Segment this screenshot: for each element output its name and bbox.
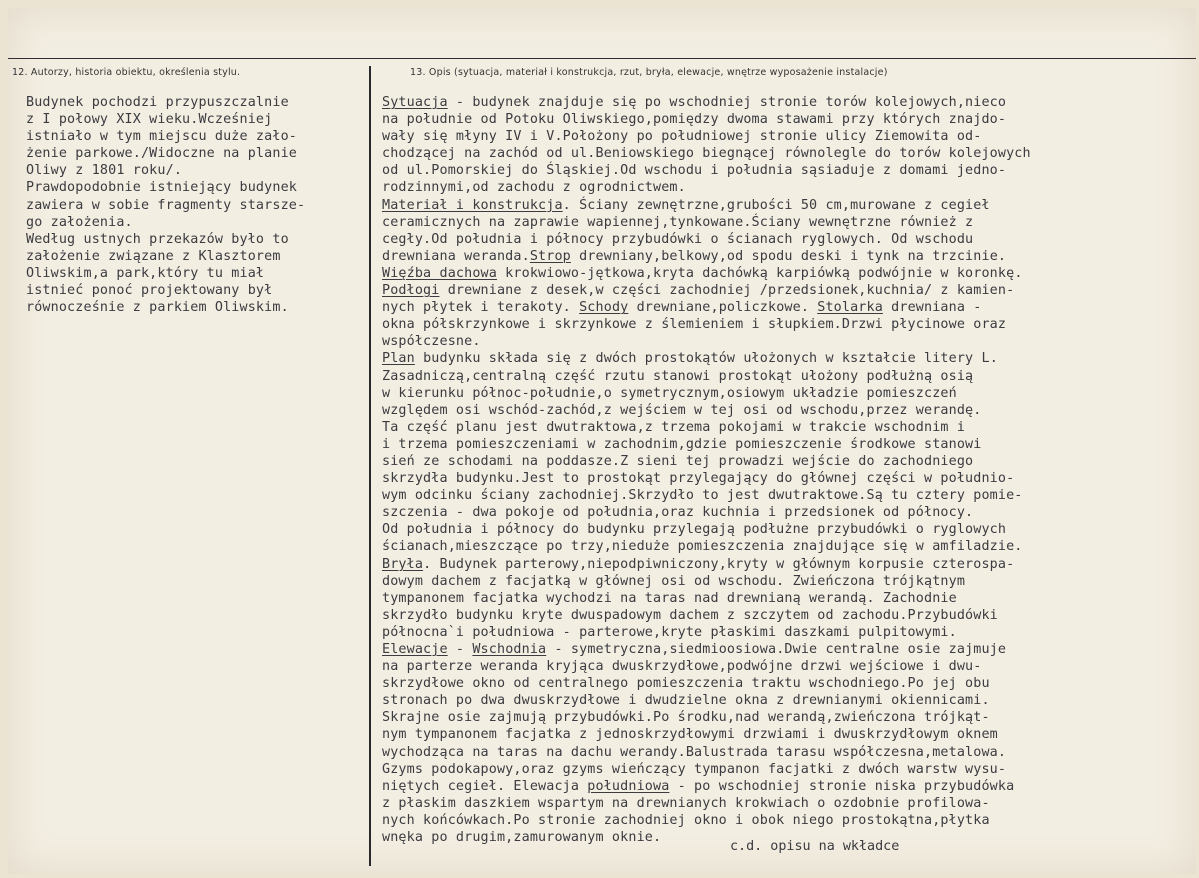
section-12-header: 12. Autorzy, historia obiektu, określenia stylu. — [12, 67, 241, 78]
line-text: dowym dachem z facjatką w głównej osi od wschodu. Zwieńczona trójkątnym — [382, 573, 966, 589]
text-line — [382, 761, 1031, 778]
text-line — [382, 385, 1031, 402]
section-keyword: Strop — [529, 248, 571, 264]
line-text: skrzydło budynku kryte dwuspadowym dachem z szczytem od zachodu.Przybudówki — [382, 607, 998, 623]
line-text: chodzącej na zachód od ul.Beniowskiego biegnącej równolegle do torów kolejowych — [382, 146, 1031, 162]
line-text: . Budynek parterowy,niepodpiwniczony,kryty w głównym korpusie czterospa- — [423, 556, 1015, 572]
text-line — [382, 658, 1031, 675]
text-line — [382, 795, 1031, 812]
line-text: sień ze schodami na poddasze.Z sieni tej prowadzi wejście do zachodniego — [382, 453, 974, 469]
line-text: rodzinnymi,od zachodu z ogrodnictwem. — [382, 180, 686, 196]
text-line — [382, 624, 1031, 641]
form-top-rule — [8, 58, 1196, 59]
history-text-column — [26, 94, 305, 316]
line-text: nych końcówkach.Po stronie zachodniej okno i obok niego prostokątna,płytka — [382, 812, 990, 828]
text-line: istnieć ponoć projektowany był — [26, 283, 273, 299]
section-keyword: Sytuacja — [382, 95, 448, 110]
text-line: go założenia. — [26, 214, 133, 230]
section-keyword: Plan — [382, 351, 415, 367]
line-text: drewniane,policzkowe. — [628, 300, 818, 316]
line-text: Gzyms podokapowy,oraz gzyms wieńczący tympanon facjatki z dwóch warstw wysu- — [382, 761, 1007, 777]
line-text: wychodząca na taras na dachu werandy.Balustrada tarasu współczesna,metalowa. — [382, 744, 1007, 760]
text-line — [382, 436, 1031, 453]
line-text: szczenia - dwa pokoje od południa,oraz kuchnia i przedsionek od północy. — [382, 505, 974, 521]
line-text: względem osi wschód-zachód,z wejściem w tej osi od wschodu,przez werandę. — [382, 402, 982, 418]
text-line: Budynek pochodzi przypuszczalnie — [26, 95, 289, 110]
section-keyword: Więźba dachowa — [382, 265, 497, 281]
line-text: tympanonem facjatka wychodzi na taras nad drewnianą werandą. Zachodnie — [382, 590, 957, 606]
line-text: - symetryczna,siedmioosiowa.Dwie centralne osie zajmuje — [546, 642, 1007, 657]
text-line — [382, 453, 1031, 470]
text-line: z I połowy XIX wieku.Wcześniej — [26, 112, 273, 128]
line-text: drewniana weranda. — [382, 248, 530, 264]
text-line — [382, 744, 1031, 761]
line-text: drewniane z desek,w części zachodniej /przedsionek,kuchnia/ z kamien- — [439, 283, 1015, 299]
line-text: wały się młyny IV i V.Położony po południowej stronie ulicy Ziemowita od- — [382, 129, 982, 145]
line-text: drewniany,belkowy,od spodu deski i tynk na trzcinie. — [570, 248, 1007, 264]
text-line — [382, 197, 1031, 214]
line-text: - po wschodniej stronie niska przybudówka — [669, 778, 1015, 794]
text-line — [382, 709, 1031, 726]
line-text: - — [447, 642, 473, 657]
text-line: Oliwskim,a park,który tu miał — [26, 265, 265, 281]
text-line — [382, 111, 1031, 128]
line-text: skrzydłowe okno od centralnego pomieszczenia traktu wschodniego.Po jej obu — [382, 676, 990, 692]
line-text: - budynek znajduje się po wschodniej stronie torów kolejowych,nieco — [447, 95, 1007, 110]
text-line — [382, 299, 1031, 316]
text-line: Oliwy z 1801 roku/. — [26, 163, 183, 179]
text-line — [382, 812, 1031, 829]
section-13-header: 13. Opis (sytuacja, materiał i konstrukcja, rzut, bryła, elewacje, wnętrze wyposażenie instalacje) — [410, 67, 888, 78]
line-text: stronach po dwa dwuskrzydłowe i dwudzielne okna z drewnianymi okiennicami. — [382, 693, 990, 709]
text-line — [382, 607, 1031, 624]
section-keyword: Materiał i konstrukcja — [382, 197, 563, 213]
line-text: północna`i południowa - parterowe,kryte płaskimi daszkami pulpitowymi. — [382, 624, 957, 640]
text-line — [382, 641, 1031, 658]
line-text: z płaskim daszkiem wspartym na drewnianych krokwiach o ozdobnie profilowa- — [382, 795, 990, 811]
text-line — [382, 470, 1031, 487]
section-keyword: południowa — [587, 778, 670, 794]
text-line — [382, 282, 1031, 299]
text-line — [382, 521, 1031, 538]
line-text: Zasadniczą,centralną część rzutu stanowi prostokąt ułożony podłużną osią — [382, 368, 974, 384]
text-line — [382, 179, 1031, 196]
line-text: na parterze weranda kryjąca dwuskrzydłowe,podwójne drzwi wejściowe i dwu- — [382, 659, 982, 675]
text-line — [382, 265, 1031, 282]
line-text: okna półskrzynkowe i skrzynkowe z ślemieniem i słupkiem.Drzwi płycinowe oraz — [382, 317, 1007, 333]
line-text: cegły.Od południa i północy przybudówki o ścianach ryglowych. Od wschodu — [382, 231, 974, 247]
line-text: na południe od Potoku Oliwskiego,pomiędzy dwoma stawami przy których znajdo- — [382, 112, 1007, 128]
continuation-note: c.d. opisu na wkładce — [730, 839, 900, 854]
section-keyword: Wschodnia — [472, 642, 547, 657]
text-line: istniało w tym miejscu duże zało- — [26, 129, 297, 145]
text-line — [382, 726, 1031, 743]
section-keyword: Podłogi — [382, 283, 440, 299]
section-keyword: Bryła — [382, 556, 424, 572]
line-text: ścianach,mieszczące po trzy,nieduże pomieszczenia znajdujące się w amfiladzie. — [382, 539, 1023, 555]
text-line — [382, 487, 1031, 504]
text-line — [382, 94, 1031, 111]
line-text: współczesne. — [382, 334, 481, 350]
text-line — [382, 248, 1031, 265]
column-divider — [369, 66, 371, 866]
text-line — [382, 162, 1031, 179]
line-text: od ul.Pomorskiej do Śląskiej.Od wschodu i południa sąsiaduje z domami jedno- — [382, 163, 1007, 179]
line-text: i trzema pomieszczeniami w zachodnim,gdzie pomieszczenie środkowe stanowi — [382, 436, 982, 452]
text-line — [382, 675, 1031, 692]
text-line — [382, 538, 1031, 555]
text-line — [382, 419, 1031, 436]
line-text: skrzydła budynku.Jest to prostokąt przylegający do głównej części w południo- — [382, 471, 1015, 487]
line-text: Od południa i północy do budynku przylegają podłużne przybudówki o ryglowych — [382, 522, 1007, 538]
text-line — [382, 145, 1031, 162]
text-line: zawiera w sobie fragmenty starsze- — [26, 197, 306, 213]
text-line — [382, 504, 1031, 521]
text-line — [382, 231, 1031, 248]
line-text: Ta część planu jest dwutraktowa,z trzema pokojami w trakcie wschodnim i — [382, 419, 966, 435]
line-text: krokwiowo-jętkowa,kryta dachówką karpiówką podwójnie w koronkę. — [496, 265, 1023, 281]
text-line: żenie parkowe./Widoczne na planie — [26, 146, 297, 162]
line-text: ceramicznych na zaprawie wapiennej,tynkowane.Ściany wewnętrzne również z — [382, 214, 974, 230]
text-line — [382, 333, 1031, 350]
line-text: w kierunku północ-południe,o symetrycznym,osiowym układzie pomieszczeń — [382, 385, 957, 401]
text-line — [382, 214, 1031, 231]
text-line — [382, 556, 1031, 573]
line-text: drewniana - — [882, 300, 982, 316]
text-line — [382, 692, 1031, 709]
text-line — [382, 368, 1031, 385]
text-line — [382, 402, 1031, 419]
line-text: wnęka po drugim,zamurowanym oknie. — [382, 830, 662, 846]
line-text: . Ściany zewnętrzne,grubości 50 cm,murowane z cegieł — [562, 197, 990, 213]
text-line: równocześnie z parkiem Oliwskim. — [26, 300, 289, 316]
text-line — [382, 573, 1031, 590]
text-line — [382, 590, 1031, 607]
text-line — [382, 778, 1031, 795]
text-line — [382, 316, 1031, 333]
text-line: założenie związane z Klasztorem — [26, 248, 281, 264]
text-line: Według ustnych przekazów było to — [26, 231, 289, 247]
line-text: nych płytek i terakoty. — [382, 300, 580, 316]
description-text-column — [382, 94, 1031, 846]
text-line — [382, 128, 1031, 145]
section-keyword: Elewacje — [382, 642, 448, 657]
line-text: niętych cegieł. Elewacja — [382, 778, 588, 794]
text-line — [382, 350, 1031, 367]
text-line: Prawdopodobnie istniejący budynek — [26, 180, 297, 196]
text-line — [382, 829, 1031, 846]
line-text: budynku składa się z dwóch prostokątów ułożonych w kształcie litery L. — [414, 351, 998, 367]
section-keyword: Stolarka — [817, 300, 883, 316]
line-text: Skrajne osie zajmują przybudówki.Po środku,nad werandą,zwieńczona trójkąt- — [382, 710, 990, 726]
line-text: wym odcinku ściany zachodniej.Skrzydło to jest dwutraktowe.Są tu cztery pomie- — [382, 488, 1023, 504]
section-keyword: Schody — [579, 300, 629, 316]
line-text: nym tympanonem facjatka z jednoskrzydłowymi drzwiami i dwuskrzydłowym oknem — [382, 727, 998, 743]
